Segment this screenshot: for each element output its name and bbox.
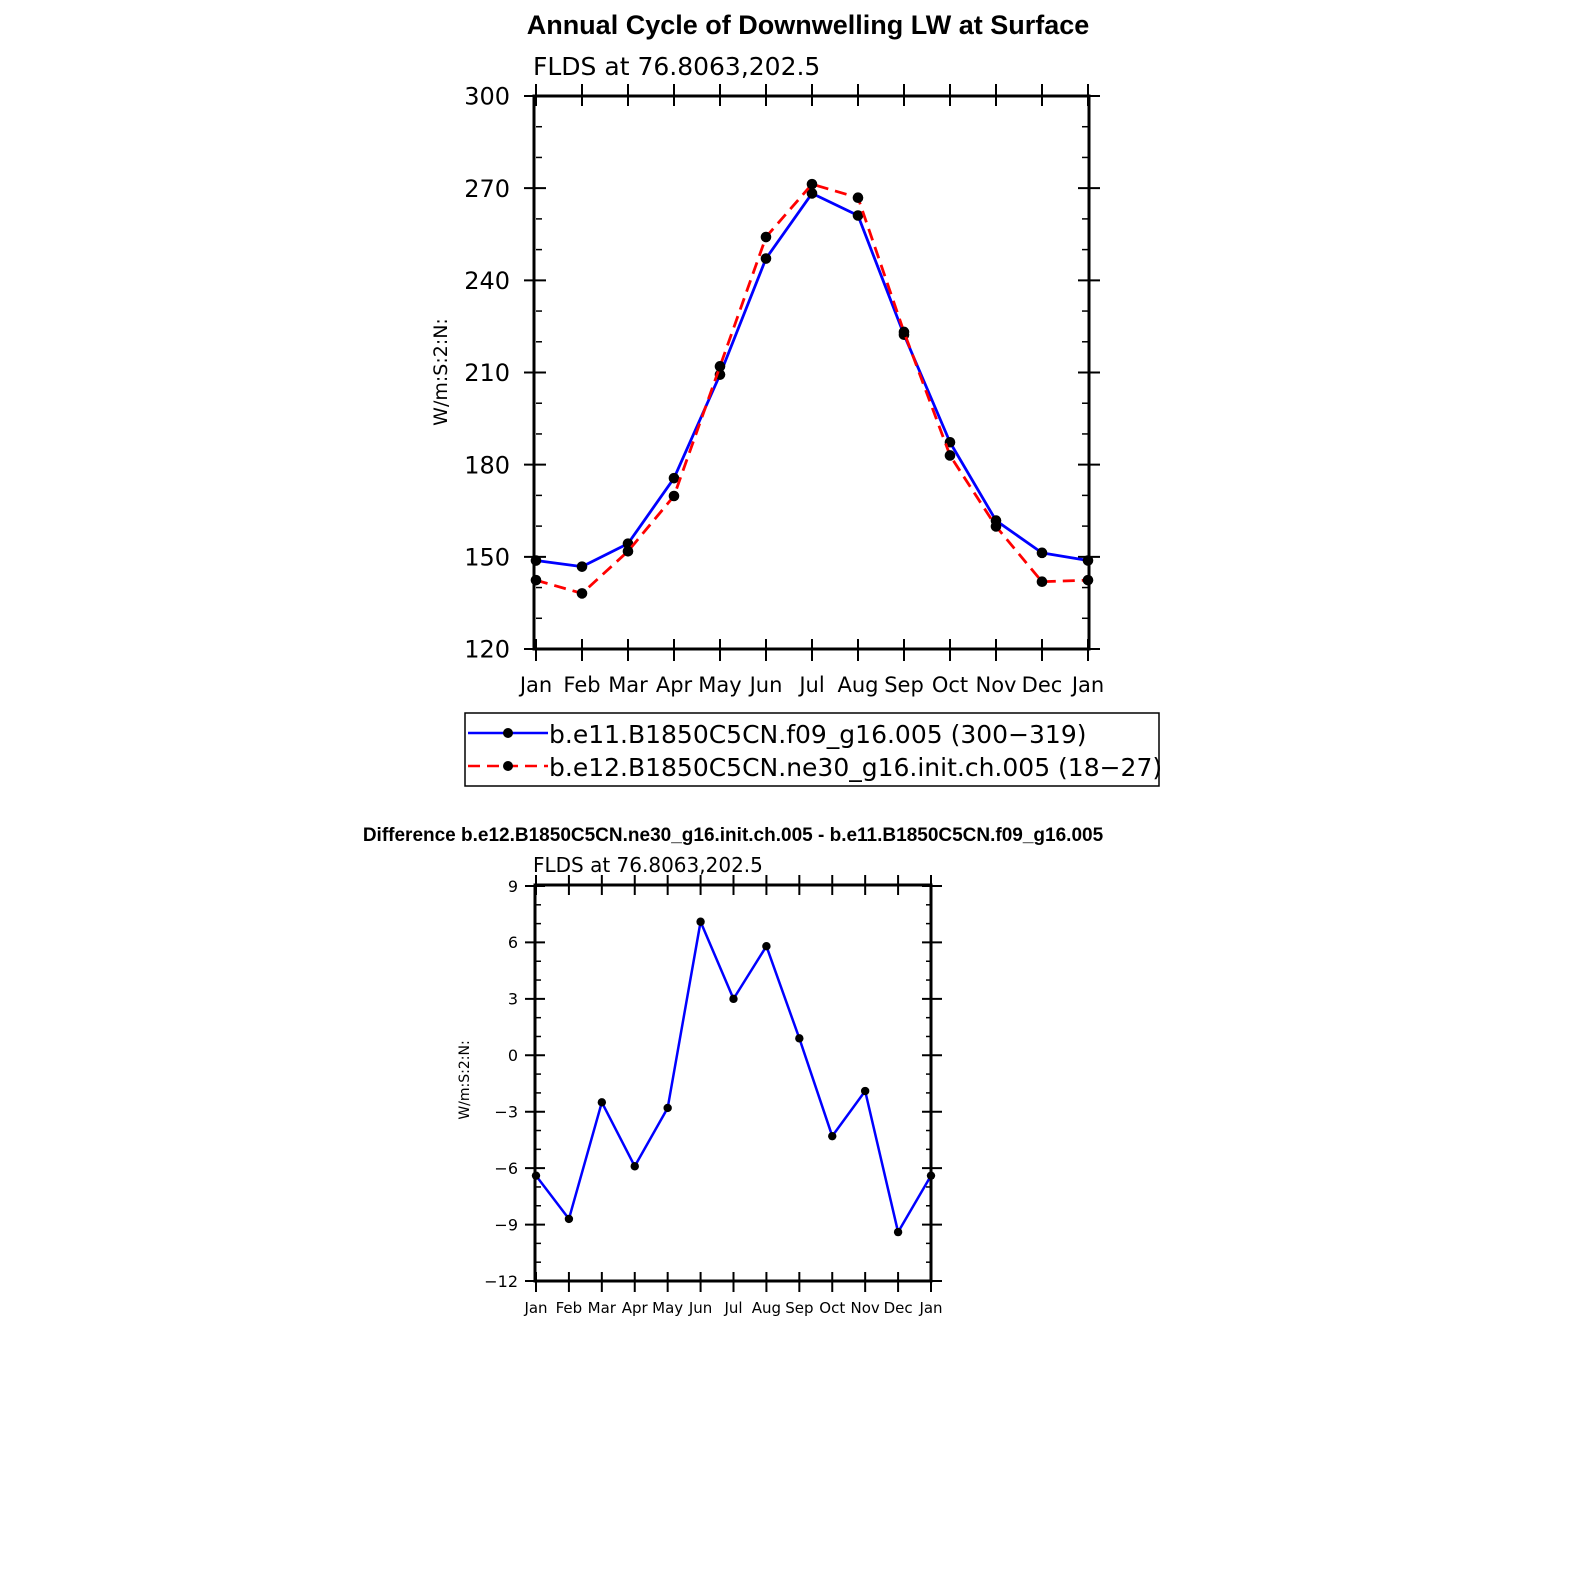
difference-chart-subtitle: FLDS at 76.8063,202.5 [533, 853, 763, 877]
y-tick-labels [464, 83, 510, 664]
difference-y-axis-label: W/m:S:2:N: [457, 1040, 473, 1120]
difference-plot-frame [535, 885, 931, 1281]
x-tick-label: Jan [919, 1299, 943, 1317]
y-tick-label: −9 [494, 1215, 518, 1235]
data-point [861, 1087, 869, 1095]
x-tick-label: Dec [1021, 673, 1063, 697]
x-tick-label: Oct [931, 673, 969, 697]
data-point [945, 450, 956, 461]
x-tick-labels [518, 673, 1104, 697]
x-tick-label: Feb [555, 1299, 583, 1317]
axis-ticks [524, 84, 1100, 661]
data-point [729, 995, 737, 1003]
data-point [991, 521, 1002, 532]
x-tick-label: Jan [519, 673, 553, 697]
data-point [795, 1034, 803, 1042]
x-tick-label: Nov [975, 673, 1017, 697]
data-point [899, 327, 910, 338]
x-tick-label: Nov [850, 1299, 880, 1317]
x-tick-label: May [652, 1299, 684, 1317]
difference-x-tick-labels [523, 1299, 942, 1317]
chart-title: Annual Cycle of Downwelling LW at Surface [526, 10, 1090, 40]
y-tick-label: 120 [464, 635, 510, 664]
x-tick-label: Jun [688, 1299, 713, 1317]
x-tick-label: Jan [524, 1299, 548, 1317]
annual-cycle-chart [430, 10, 1162, 786]
data-point [696, 918, 704, 926]
data-point [531, 555, 542, 566]
data-point [761, 232, 772, 243]
legend-marker-series-1 [503, 728, 513, 738]
data-point [565, 1215, 573, 1223]
data-point [1037, 548, 1048, 559]
x-tick-label: May [698, 673, 742, 697]
x-tick-label: Jan [1071, 673, 1105, 697]
data-point [1037, 576, 1048, 587]
y-tick-label: 240 [464, 266, 510, 295]
x-tick-label: Dec [883, 1299, 913, 1317]
legend-label-series-2: b.e12.B1850C5CN.ne30_g16.init.ch.005 (18−27) [549, 753, 1163, 782]
y-tick-label: 6 [507, 933, 518, 953]
y-tick-label: 270 [464, 174, 510, 203]
y-tick-label: −6 [494, 1158, 518, 1178]
x-tick-label: Jul [799, 673, 825, 697]
data-point [623, 546, 634, 557]
difference-axis-ticks [525, 875, 942, 1292]
legend-item-series-2 [468, 753, 1162, 782]
series-line-1 [536, 193, 1088, 566]
y-tick-label: 210 [464, 359, 510, 388]
data-point [531, 575, 542, 586]
data-point [927, 1171, 935, 1179]
data-point [577, 561, 588, 572]
chart-subtitle: FLDS at 76.8063,202.5 [533, 52, 821, 81]
x-tick-label: Jun [749, 673, 783, 697]
data-point [762, 942, 770, 950]
data-point [807, 179, 818, 190]
y-tick-label: 9 [507, 876, 518, 896]
series-group [531, 179, 1094, 599]
data-point [828, 1132, 836, 1140]
data-point [715, 361, 726, 372]
data-point [577, 588, 588, 599]
data-point [532, 1171, 540, 1179]
y-tick-label: 180 [464, 451, 510, 480]
data-point [853, 192, 864, 203]
y-axis-label: W/m:S:2:N: [430, 318, 452, 426]
data-point [1083, 555, 1094, 566]
legend [465, 713, 1162, 786]
y-tick-label: −3 [494, 1102, 518, 1122]
x-tick-label: Sep [884, 673, 924, 697]
x-tick-label: Mar [587, 1299, 616, 1317]
x-tick-label: Mar [608, 673, 648, 697]
legend-item-series-1 [468, 720, 1087, 749]
difference-chart [363, 825, 1104, 1317]
series-line-2 [536, 184, 1088, 593]
x-tick-label: Sep [785, 1299, 814, 1317]
y-tick-label: 300 [464, 82, 510, 111]
x-tick-label: Aug [837, 673, 879, 697]
data-point [894, 1228, 902, 1236]
x-tick-label: Feb [563, 673, 601, 697]
x-tick-label: Apr [655, 673, 693, 697]
x-tick-label: Jul [724, 1299, 743, 1317]
y-tick-label: −12 [484, 1271, 518, 1291]
y-tick-label: 0 [507, 1046, 518, 1066]
data-point [631, 1162, 639, 1170]
y-tick-label: 3 [507, 989, 518, 1009]
x-tick-label: Aug [751, 1299, 782, 1317]
y-tick-label: 150 [464, 543, 510, 572]
data-point [1083, 575, 1094, 586]
x-tick-label: Oct [819, 1299, 846, 1317]
data-point [669, 491, 680, 502]
data-point [761, 253, 772, 264]
difference-chart-title: Difference b.e12.B1850C5CN.ne30_g16.init.ch.005 - b.e11.B1850C5CN.f09_g16.005 [362, 825, 1104, 846]
data-point [663, 1104, 671, 1112]
difference-y-tick-labels [484, 877, 518, 1291]
legend-label-series-1: b.e11.B1850C5CN.f09_g16.005 (300−319) [549, 720, 1087, 749]
legend-marker-series-2 [503, 761, 513, 771]
difference-series-group [532, 918, 935, 1237]
series-line-1 [536, 922, 931, 1232]
data-point [598, 1098, 606, 1106]
x-tick-label: Apr [621, 1299, 648, 1317]
